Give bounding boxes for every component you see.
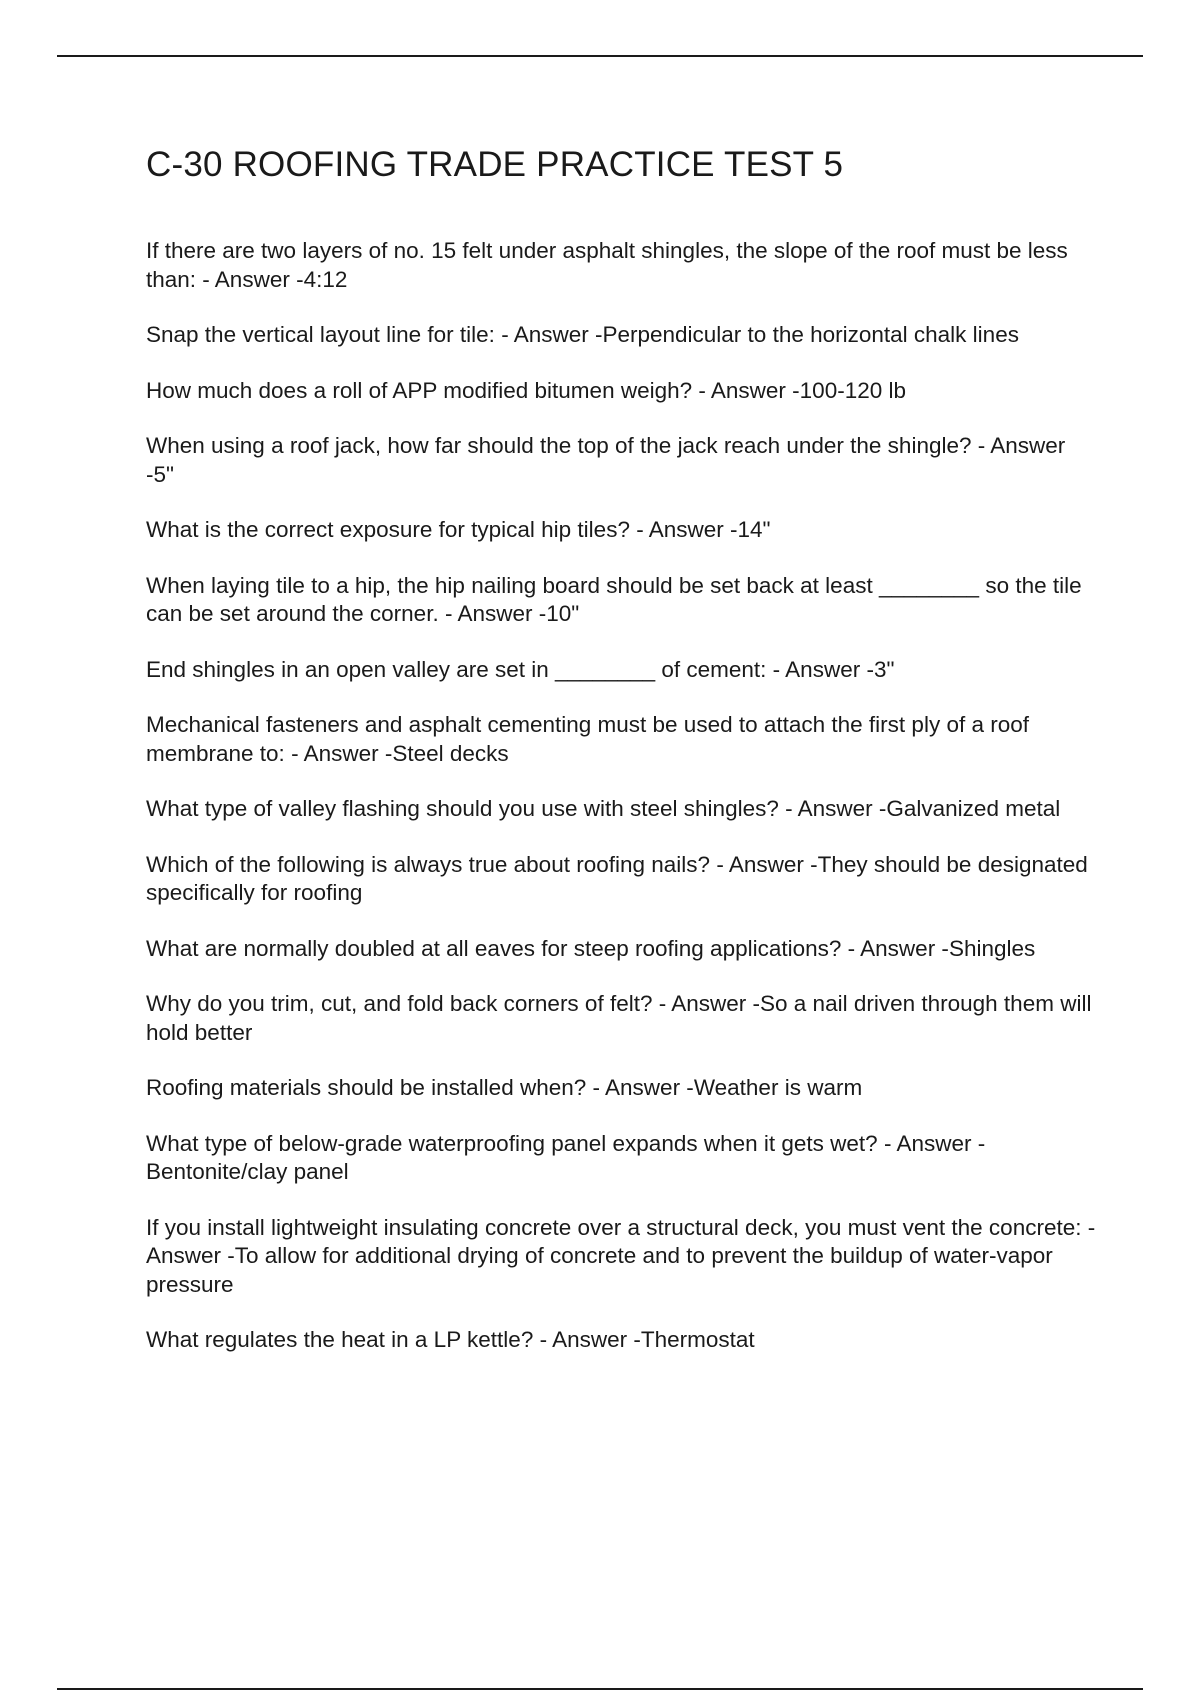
answer-text: To allow for additional drying of concrete and to prevent the buildup of water-vapor pressure — [146, 1243, 1053, 1297]
question-text: Which of the following is always true about roofing nails? — [146, 851, 711, 877]
question-text: When using a roof jack, how far should the top of the jack reach under the shingle? — [146, 433, 972, 458]
question-text: Roofing materials should be installed when? — [146, 1075, 587, 1100]
question-text: What type of below-grade waterproofing panel expands when it gets wet? — [146, 1130, 878, 1156]
answer-text: 100-120 lb — [799, 377, 907, 403]
question-text: When laying tile to a hip, the hip nailing board should be set back at least ________ so the tile can be set around the corner. — [146, 572, 1082, 626]
answer-text: 10" — [546, 601, 580, 626]
answer-text: So a nail driven through them will hold better — [146, 991, 1092, 1045]
qa-item: If you install lightweight insulating concrete over a structural deck, you must vent the concrete: - Answer -To allow for additional drying of concrete and to prevent the buildup of water-vapor pressure — [146, 1214, 1096, 1297]
answer-text: 5" — [153, 461, 175, 487]
answer-text: Steel decks — [392, 740, 509, 766]
qa-item: What type of valley flashing should you use with steel shingles? - Answer -Galvanized metal — [146, 796, 1061, 821]
qa-item: When laying tile to a hip, the hip nailing board should be set back at least ________ so the tile can be set around the corner. - Answer -10" — [146, 572, 1082, 626]
question-text: Mechanical fasteners and asphalt cementing must be used to attach the first ply of a roof membrane to: — [146, 712, 1029, 766]
qa-item: What is the correct exposure for typical hip tiles? - Answer -14" — [146, 517, 771, 542]
question-text: If you install lightweight insulating concrete over a structural deck, you must vent the concrete: — [146, 1214, 1082, 1240]
answer-text: Weather is warm — [693, 1075, 863, 1100]
question-text: What is the correct exposure for typical hip tiles? — [146, 517, 630, 542]
question-text: How much does a roll of APP modified bitumen weigh? — [146, 377, 693, 403]
answer-text: 3" — [873, 656, 895, 682]
answer-text: Shingles — [948, 935, 1036, 961]
qa-item: End shingles in an open valley are set in ________ of cement: - Answer -3" — [146, 656, 895, 682]
answer-text: They should be designated specifically for roofing — [146, 851, 1088, 905]
question-text: What are normally doubled at all eaves for steep roofing applications? — [146, 935, 842, 961]
qa-item: Mechanical fasteners and asphalt cementing must be used to attach the first ply of a roof membrane to: - Answer -Steel decks — [146, 712, 1029, 766]
qa-item: Which of the following is always true about roofing nails? - Answer -They should be designated specifically for roofing — [146, 851, 1088, 905]
qa-item: How much does a roll of APP modified bitumen weigh? - Answer -100-120 lb — [146, 377, 907, 403]
question-text: If there are two layers of no. 15 felt under asphalt shingles, the slope of the roof must be less than: — [146, 238, 1068, 292]
question-text: Snap the vertical layout line for tile: — [146, 322, 495, 347]
qa-list — [146, 237, 1096, 1355]
answer-text: 14" — [737, 517, 771, 542]
question-text: What type of valley flashing should you use with steel shingles? — [146, 796, 779, 821]
document-body — [146, 140, 1096, 1382]
answer-text: Perpendicular to the horizontal chalk lines — [602, 322, 1019, 347]
qa-item: If there are two layers of no. 15 felt under asphalt shingles, the slope of the roof must be less than: - Answer -4:12 — [146, 238, 1068, 292]
qa-item: Roofing materials should be installed when? - Answer -Weather is warm — [146, 1075, 863, 1100]
bottom-rule — [57, 1688, 1143, 1690]
answer-text: Thermostat — [640, 1327, 755, 1352]
qa-item: Snap the vertical layout line for tile: - Answer -Perpendicular to the horizontal chalk lines — [146, 322, 1019, 347]
page-title: C-30 ROOFING TRADE PRACTICE TEST 5 — [146, 145, 844, 184]
qa-item: Why do you trim, cut, and fold back corners of felt? - Answer -So a nail driven through them will hold better — [146, 991, 1092, 1045]
answer-text: Bentonite/clay panel — [146, 1159, 349, 1184]
qa-item: What type of below-grade waterproofing panel expands when it gets wet? - Answer -Bentonite/clay panel — [146, 1130, 986, 1184]
top-rule — [57, 55, 1143, 57]
qa-item: What are normally doubled at all eaves for steep roofing applications? - Answer -Shingles — [146, 935, 1036, 961]
answer-text: Galvanized metal — [886, 796, 1061, 821]
qa-item: What regulates the heat in a LP kettle? - Answer -Thermostat — [146, 1327, 755, 1352]
answer-text: 4:12 — [303, 266, 348, 292]
question-text: Why do you trim, cut, and fold back corners of felt? — [146, 991, 653, 1016]
question-text: End shingles in an open valley are set in ________ of cement: — [146, 656, 767, 682]
qa-item: When using a roof jack, how far should the top of the jack reach under the shingle? - Answer -5" — [146, 433, 1066, 487]
question-text: What regulates the heat in a LP kettle? — [146, 1327, 534, 1352]
